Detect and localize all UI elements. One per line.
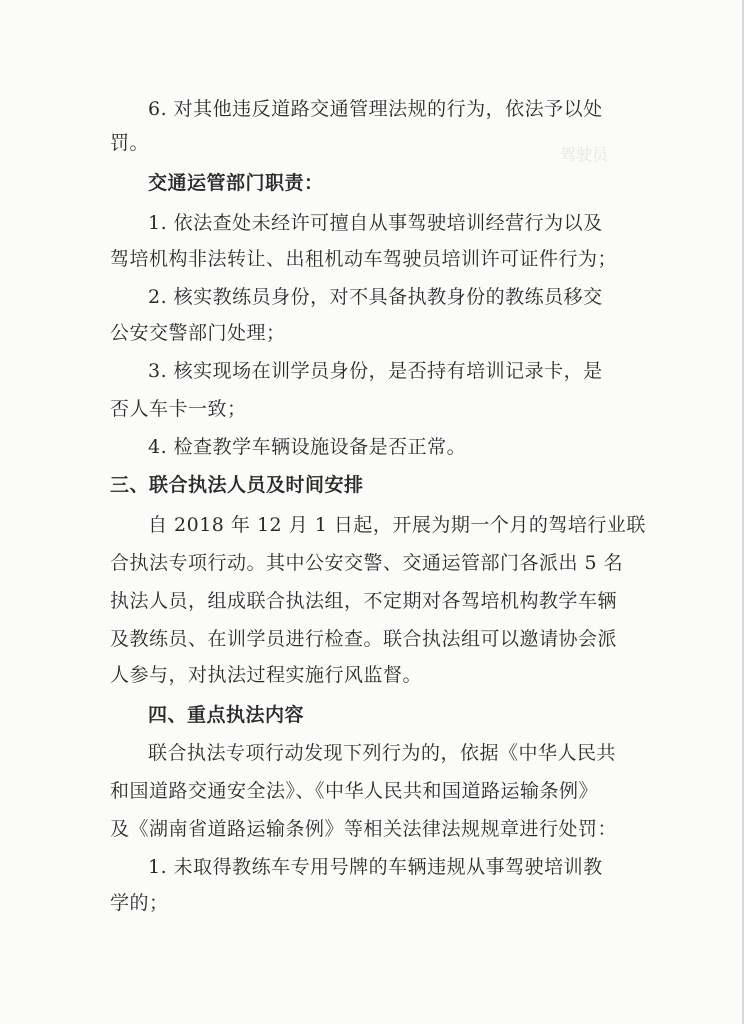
enforcement-intro-line-2: 和国道路交通安全法》、《中华人民共和国道路运输条例》 [110, 780, 599, 802]
schedule-line-3: 执法人员，组成联合执法组，不定期对各驾培机构教学车辆 [110, 590, 618, 612]
violation-1-line-2: 学的； [110, 892, 169, 914]
section-heading-3: 三、联合执法人员及时间安排 [110, 474, 364, 496]
bleed-through-text: 驾驶员 [560, 145, 609, 164]
transport-duty-1-line-2: 驾培机构非法转让、出租机动车驾驶员培训许可证件行为； [110, 248, 618, 270]
enforcement-intro-line-3: 及《湖南省道路运输条例》等相关法律法规规章进行处罚： [110, 818, 618, 840]
violation-1-line-1: 1. 未取得教练车专用号牌的车辆违规从事驾驶培训教 [148, 856, 603, 878]
transport-duty-2-line-2: 公安交警部门处理； [110, 322, 286, 344]
transport-duty-1-line-1: 1. 依法查处未经许可擅自从事驾驶培训经营行为以及 [148, 212, 603, 234]
section-heading-4: 四、重点执法内容 [148, 704, 305, 726]
transport-duty-3-line-2: 否人车卡一致； [110, 398, 247, 420]
transport-duty-3-line-1: 3. 核实现场在训学员身份，是否持有培训记录卡，是 [148, 360, 603, 382]
schedule-line-5: 人参与，对执法过程实施行风监督。 [110, 664, 423, 686]
item-6-line-1: 6. 对其他违反道路交通管理法规的行为，依法予以处 [148, 98, 603, 120]
transport-duty-2-line-1: 2. 核实教练员身份，对不具备执教身份的教练员移交 [148, 286, 603, 308]
item-6-line-2: 罚。 [110, 132, 150, 154]
schedule-line-1: 自 2018 年 12 月 1 日起，开展为期一个月的驾培行业联 [148, 514, 646, 536]
schedule-line-2: 合执法专项行动。其中公安交警、交通运管部门各派出 5 名 [110, 552, 624, 574]
transport-duty-4: 4. 检查教学车辆设施设备是否正常。 [148, 436, 467, 458]
section-heading-transport: 交通运管部门职责： [148, 172, 324, 194]
schedule-line-4: 及教练员、在训学员进行检查。联合执法组可以邀请协会派 [110, 628, 618, 650]
enforcement-intro-line-1: 联合执法专项行动发现下列行为的，依据《中华人民共 [148, 742, 617, 764]
